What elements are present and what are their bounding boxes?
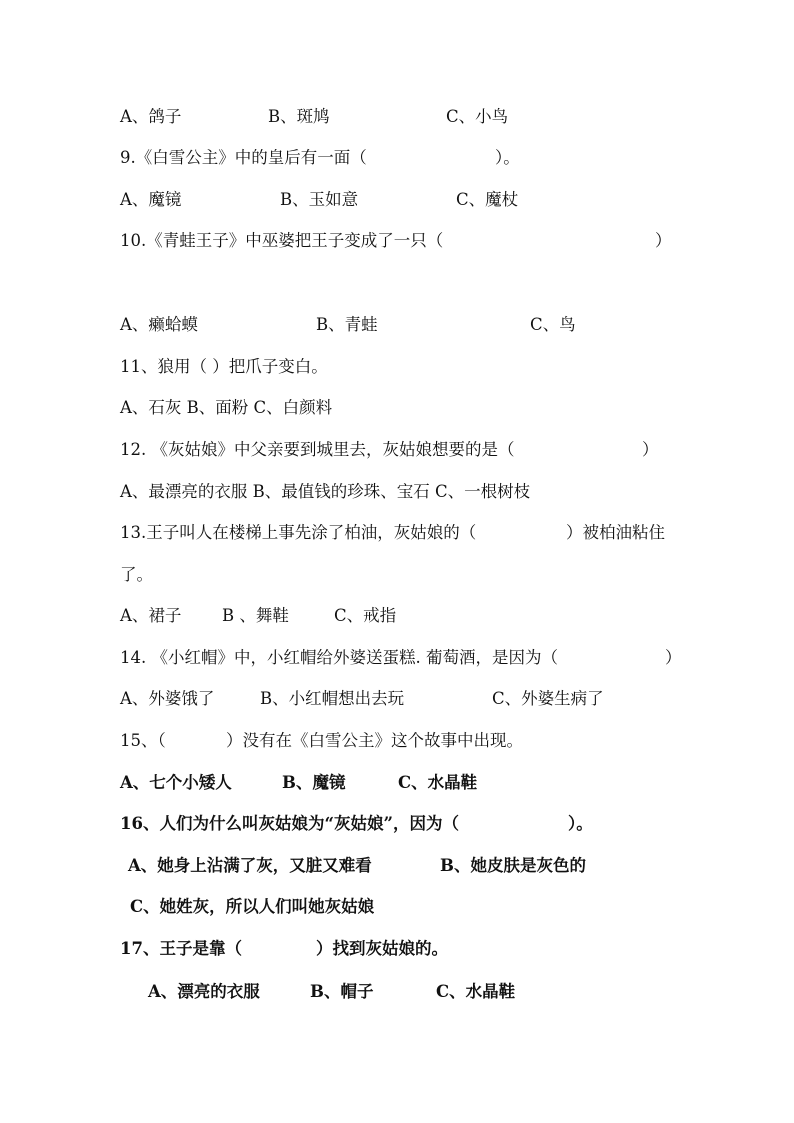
option-a: A、鸽子 [120,107,182,126]
option-a: A、漂亮的衣服 [148,982,260,1001]
question-text: 15、（ [120,731,166,750]
question-text-end: ） [642,440,659,459]
question-text: 16、人们为什么叫灰姑娘为“灰姑娘”，因为（ [120,814,459,833]
options-text: A、最漂亮的衣服 B、最值钱的珍珠、宝石 C、一根树枝 [120,482,531,501]
question-text: 10.《青蛙王子》中巫婆把王子变成了一只（ [120,231,444,250]
option-c: C、水晶鞋 [436,982,516,1001]
option-a: A、魔镜 [120,190,182,209]
question-text-end: ）。 [568,814,593,833]
question-text-end: ） [655,231,672,250]
question-text-end: ）找到灰姑娘的。 [316,939,448,958]
option-c: C、外婆生病了 [492,689,604,708]
option-c: C、鸟 [530,315,576,334]
option-a: A、癞蛤蟆 [120,315,198,334]
question-text: 13.王子叫人在楼梯上事先涂了柏油，灰姑娘的（ [120,523,477,542]
question-text: 17、王子是靠（ [120,939,242,958]
option-b: B、斑鸠 [268,107,330,126]
option-c: C、戒指 [334,606,397,625]
question-text: 14. 《小红帽》中，小红帽给外婆送蛋糕. 葡萄酒，是因为（ [120,648,558,667]
question-text-end: ） [665,648,682,667]
question-text-end: ）没有在《白雪公主》这个故事中出现。 [226,731,523,750]
question-text: 12. 《灰姑娘》中父亲要到城里去，灰姑娘想要的是（ [120,440,515,459]
question-text-end: ）被柏油粘住 [566,523,665,542]
option-a: A、七个小矮人 [120,773,232,792]
options-text: A、石灰 B、面粉 C、白颜料 [120,398,333,417]
option-b: B、魔镜 [282,773,346,792]
question-text: 11、狼用（ ）把爪子变白。 [120,357,328,376]
option-a: A、她身上沾满了灰，又脏又难看 [128,856,372,875]
option-b: B、帽子 [310,982,374,1001]
option-c: C、她姓灰，所以人们叫她灰姑娘 [130,897,375,916]
option-b: B 、舞鞋 [222,606,289,625]
option-b: B、小红帽想出去玩 [260,689,405,708]
question-text: 了。 [120,565,153,584]
option-b: B、她皮肤是灰色的 [440,856,586,875]
option-b: B、青蛙 [316,315,378,334]
option-a: A、外婆饿了 [120,689,215,708]
option-c: C、魔杖 [456,190,519,209]
option-a: A、裙子 [120,606,182,625]
question-text-end: ）。 [495,148,520,167]
option-b: B、玉如意 [280,190,359,209]
question-text: 9.《白雪公主》中的皇后有一面（ [120,148,367,167]
option-c: C、小鸟 [446,107,509,126]
option-c: C、水晶鞋 [398,773,478,792]
